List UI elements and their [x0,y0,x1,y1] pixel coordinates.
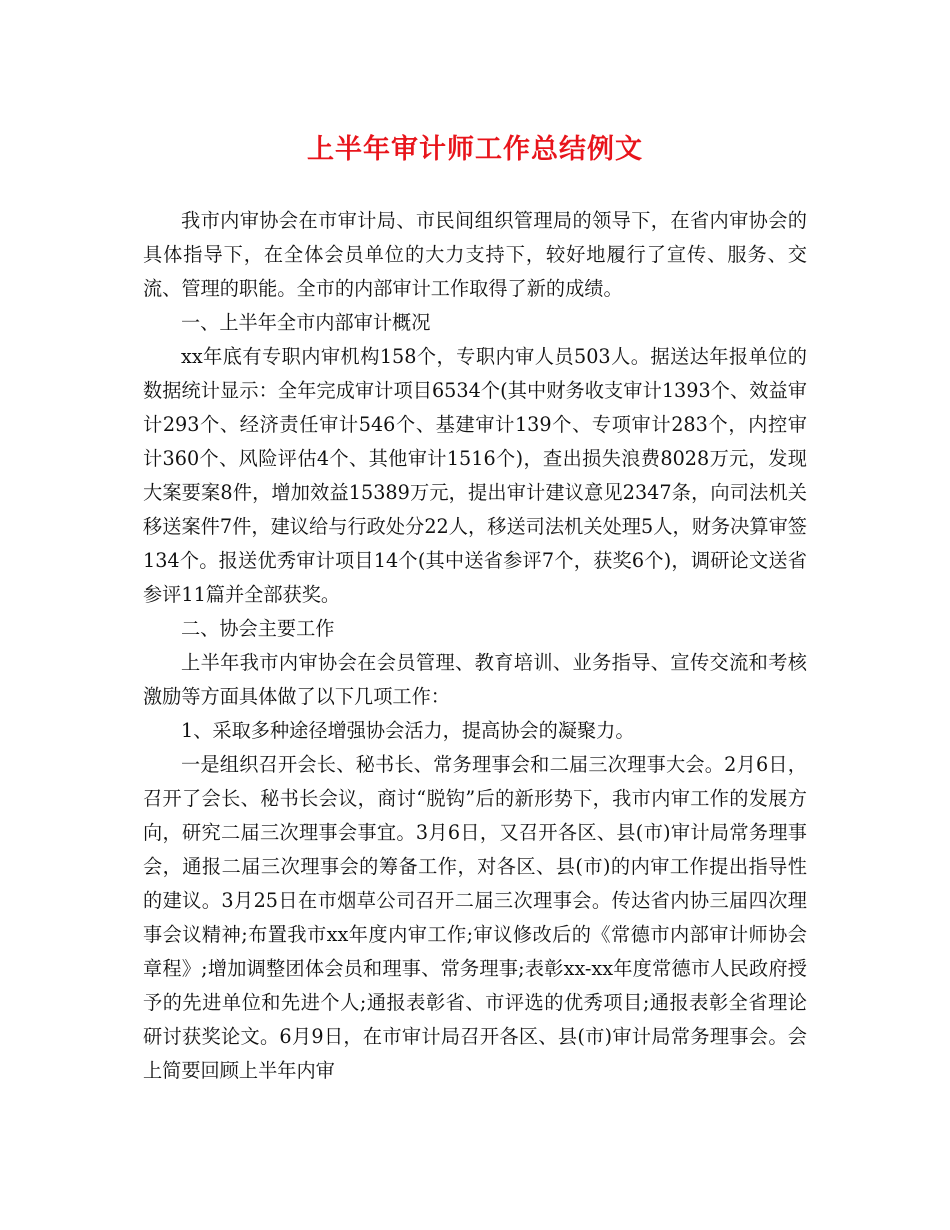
subheading-item-1: 1、采取多种途径增强协会活力，提高协会的凝聚力。 [181,719,635,742]
paragraph-work-summary: 上半年我市内审协会在会员管理、教育培训、业务指导、宣传交流和考核激励等方面具体做了以下几项工作： [143,651,807,708]
paragraph-intro: 我市内审协会在市审计局、市民间组织管理局的领导下，在省内审协会的具体指导下，在全体会员单位的大力支持下，较好地履行了宣传、服务、交流、管理的职能。全市的内部审计工作取得了新的成绩。 [143,209,807,300]
paragraph-meetings: 一是组织召开会长、秘书长、常务理事会和二届三次理事大会。2月6日，召开了会长、秘书长会议，商讨“脱钩”后的新形势下，我市内审工作的发展方向，研究二届三次理事会事宜。3月6日，又召开各区、县(市)审计局常务理事会，通报二届三次理事会的筹备工作，对各区、县(市)的内审工作提出指导性的建议。3月25日在市烟草公司召开二届三次理事会。传达省内协三届四次理事会议精神;布置我市xx年度内审工作;审议修改后的《常德市内部审计师协会章程》;增加调整团体会员和理事、常务理事;表彰xx-xx年度常德市人民政府授予的先进单位和先进个人;通报表彰省、市评选的优秀项目;通报表彰全省理论研讨获奖论文。6月9日，在市审计局召开各区、县(市)审计局常务理事会。会上简要回顾上半年内审 [143,753,807,1082]
document-title: 上半年审计师工作总结例文 [307,134,643,165]
document-body [143,204,807,1088]
section-heading-overview: 一、上半年全市内部审计概况 [181,311,431,334]
section-heading-main-work: 二、协会主要工作 [181,617,335,640]
paragraph-statistics: xx年底有专职内审机构158个，专职内审人员503人。据送达年报单位的数据统计显示：全年完成审计项目6534个(其中财务收支审计1393个、效益审计293个、经济责任审计546个、基建审计139个、专项审计283个，内控审计360个、风险评估4个、其他审计1516个)，查出损失浪费8028万元，发现大案要案8件，增加效益15389万元，提出审计建议意见2347条，向司法机关移送案件7件，建议给与行政处分22人，移送司法机关处理5人，财务决算审签134个。报送优秀审计项目14个(其中送省参评7个，获奖6个)，调研论文送省参评11篇并全部获奖。 [143,345,807,606]
